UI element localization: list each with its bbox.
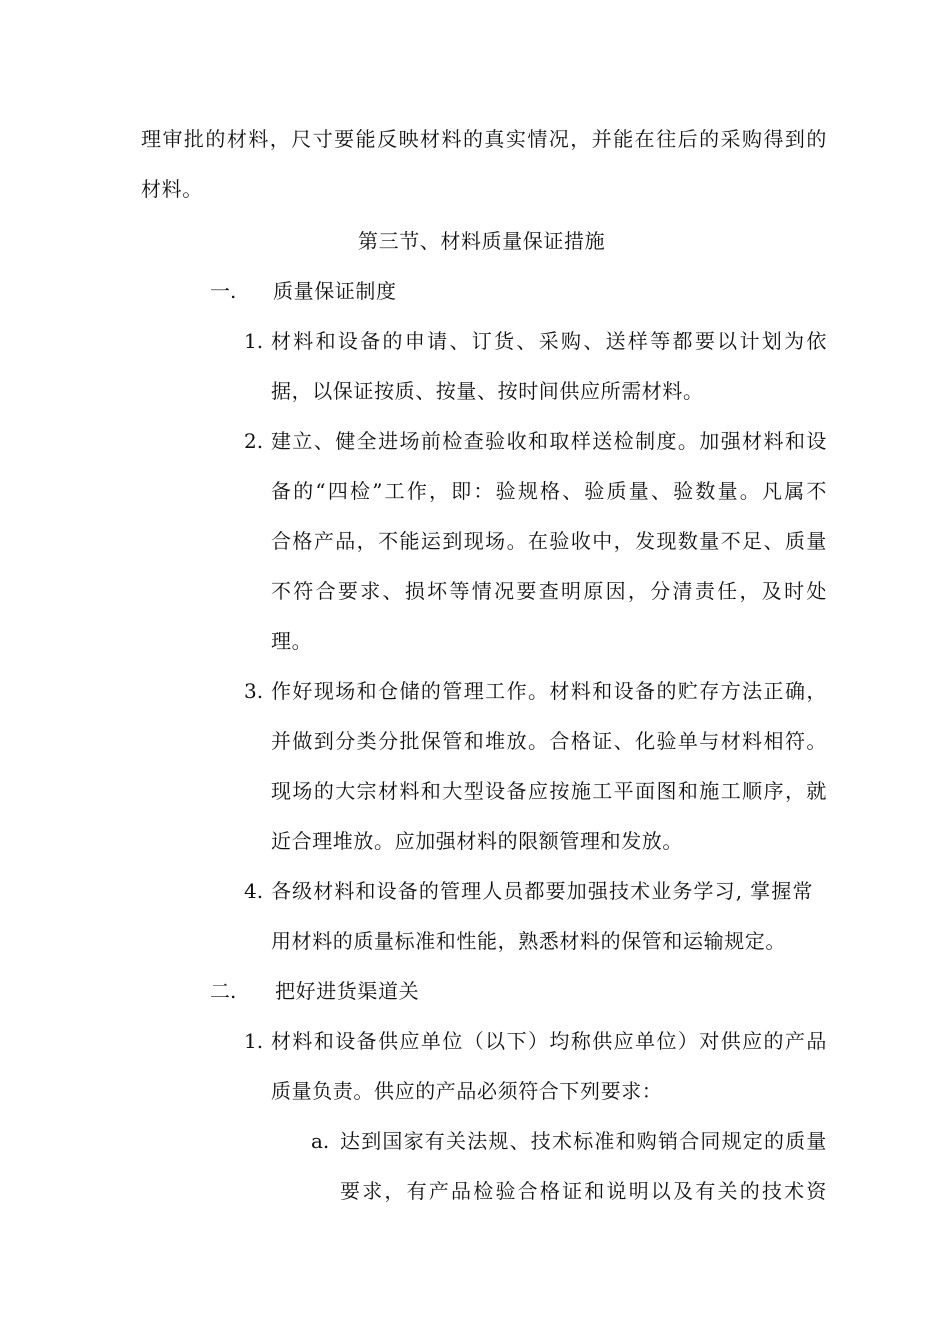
list-item-number: 4. <box>244 879 264 903</box>
intro-line-2: 材料。 <box>141 177 203 201</box>
list-item-line: 质量负责。供应的产品必须符合下列要求： <box>271 1079 663 1103</box>
intro-line-1: 理审批的材料，尺寸要能反映材料的真实情况，并能在往后的采购得到的 <box>141 127 827 151</box>
list-item-number: 3. <box>244 679 264 703</box>
list-item-line: 不符合要求、损坏等情况要查明原因，分清责任，及时处 <box>271 579 827 603</box>
list-item-line: 材料和设备的申请、订货、采购、送样等都要以计划为依 <box>271 329 827 353</box>
list-item-line: 据，以保证按质、按量、按时间供应所需材料。 <box>271 379 704 403</box>
sub-item-letter: a. <box>311 1129 330 1153</box>
list-item-number: 1. <box>244 1029 264 1053</box>
part1-heading: 质量保证制度 <box>273 279 397 303</box>
list-item-line: 并做到分类分批保管和堆放。合格证、化验单与材料相符。 <box>271 729 827 753</box>
sub-item-line: 要求，有产品检验合格证和说明以及有关的技术资 <box>340 1179 827 1203</box>
list-item-line: 用材料的质量标准和性能，熟悉材料的保管和运输规定。 <box>271 929 786 953</box>
list-item-line: 建立、健全进场前检查验收和取样送检制度。加强材料和设 <box>271 429 827 453</box>
part2-heading: 把好进货渠道关 <box>275 979 420 1003</box>
list-item-line: 近合理堆放。应加强材料的限额管理和发放。 <box>271 829 683 853</box>
list-item-line: 作好现场和仓储的管理工作。材料和设备的贮存方法正确， <box>271 679 827 703</box>
list-item-line: 各级材料和设备的管理人员都要加强技术业务学习, 掌握常 <box>271 879 813 903</box>
list-item-number: 1. <box>244 329 264 353</box>
list-item-line: 现场的大宗材料和大型设备应按施工平面图和施工顺序，就 <box>271 779 827 803</box>
part2-number: 二. <box>210 979 237 1003</box>
list-item-number: 2. <box>244 429 264 453</box>
sub-item-line: 达到国家有关法规、技术标准和购销合同规定的质量 <box>340 1129 827 1153</box>
section-title: 第三节、材料质量保证措施 <box>358 229 606 253</box>
list-item-line: 理。 <box>271 629 313 653</box>
list-item-line: 材料和设备供应单位（以下）均称供应单位）对供应的产品 <box>271 1029 827 1053</box>
part1-number: 一. <box>210 279 237 303</box>
list-item-line: 合格产品，不能运到现场。在验收中，发现数量不足、质量 <box>271 529 827 553</box>
list-item-line: 备的“四检”工作，即：验规格、验质量、验数量。凡属不 <box>271 479 827 503</box>
